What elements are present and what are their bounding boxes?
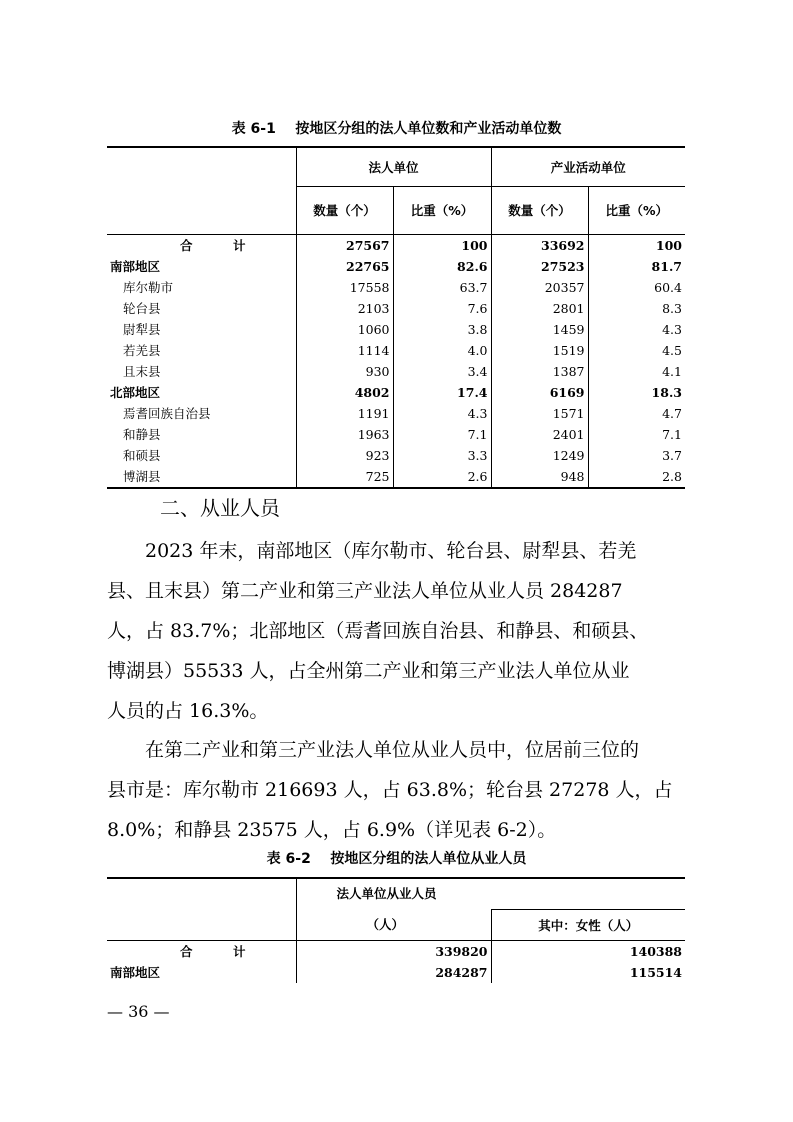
page-number: — 36 —	[107, 1002, 170, 1021]
table-row	[107, 445, 685, 466]
table-row	[107, 962, 685, 983]
table-row	[107, 941, 685, 963]
cell-value: 1387	[491, 361, 588, 382]
cell-value: 18.3	[588, 382, 685, 403]
cell-value: 2.8	[588, 466, 685, 488]
table2-header-unit: （人）	[296, 910, 491, 941]
cell-value: 4.3	[393, 403, 491, 424]
paragraph-line: 人，占 83.7%；北部地区（焉耆回族自治县、和静县、和硕县、	[107, 620, 649, 642]
table-row	[107, 256, 685, 277]
paragraph-line: 博湖县）55533 人，占全州第二产业和第三产业法人单位从业	[107, 660, 630, 682]
cell-value: 4.5	[588, 340, 685, 361]
row-label: 北部地区	[110, 385, 161, 400]
table1-subheader: 比重（%）	[393, 187, 491, 235]
table-row	[107, 319, 685, 340]
cell-value: 3.4	[393, 361, 491, 382]
cell-value: 2.6	[393, 466, 491, 488]
cell-value: 27567	[296, 235, 393, 257]
cell-value: 923	[296, 445, 393, 466]
cell-value: 4.3	[588, 319, 685, 340]
table-row	[107, 298, 685, 319]
row-label: 博湖县	[107, 466, 296, 488]
table1-group-header-activity: 产业活动单位	[491, 147, 685, 187]
table2-header-main: 法人单位从业人员	[296, 878, 685, 910]
table2	[107, 877, 685, 983]
row-label: 合 计	[107, 941, 296, 963]
table2-caption: 表 6-2 按地区分组的法人单位从业人员	[266, 851, 527, 867]
cell-value: 2401	[491, 424, 588, 445]
row-label: 南部地区	[110, 259, 161, 274]
table1	[107, 146, 685, 489]
table-row	[107, 361, 685, 382]
row-label: 和静县	[123, 427, 161, 442]
cell-value: 27523	[491, 256, 588, 277]
cell-value: 2801	[491, 298, 588, 319]
row-label: 库尔勒市	[123, 280, 174, 295]
cell-value: 4.7	[588, 403, 685, 424]
cell-value: 948	[491, 466, 588, 488]
cell-value: 1060	[296, 319, 393, 340]
cell-value: 8.3	[588, 298, 685, 319]
paragraph-line: 8.0%；和静县 23575 人，占 6.9%（详见表 6-2）。	[107, 819, 557, 841]
table1-subheader: 数量（个）	[491, 187, 588, 235]
cell-value: 60.4	[588, 277, 685, 298]
row-label: 轮台县	[123, 301, 161, 316]
cell-value: 82.6	[393, 256, 491, 277]
cell-value: 1963	[296, 424, 393, 445]
table-row	[107, 235, 685, 257]
cell-value: 100	[588, 235, 685, 257]
paragraph-line: 2023 年末，南部地区（库尔勒市、轮台县、尉犁县、若羌	[145, 540, 637, 562]
section-title: 二、从业人员	[160, 496, 280, 520]
cell-value: 7.6	[393, 298, 491, 319]
table1-subheader: 比重（%）	[588, 187, 685, 235]
cell-value: 81.7	[588, 256, 685, 277]
cell-value: 20357	[491, 277, 588, 298]
cell-value: 63.7	[393, 277, 491, 298]
table-row	[107, 340, 685, 361]
cell-value: 6169	[491, 382, 588, 403]
row-label: 尉犁县	[123, 322, 161, 337]
table1-caption: 表 6-1 按地区分组的法人单位数和产业活动单位数	[231, 121, 562, 137]
cell-value: 1114	[296, 340, 393, 361]
cell-value: 7.1	[588, 424, 685, 445]
cell-value: 3.8	[393, 319, 491, 340]
paragraph-line: 县、且末县）第二产业和第三产业法人单位从业人员 284287	[107, 580, 623, 602]
cell-value: 1191	[296, 403, 393, 424]
cell-value: 1519	[491, 340, 588, 361]
paragraph-line: 人员的占 16.3%。	[107, 700, 269, 722]
row-label: 焉耆回族自治县	[123, 406, 211, 421]
paragraph-line: 在第二产业和第三产业法人单位从业人员中，位居前三位的	[145, 739, 640, 761]
table-row	[107, 403, 685, 424]
cell-value: 1571	[491, 403, 588, 424]
cell-value: 1459	[491, 319, 588, 340]
cell-value: 4802	[296, 382, 393, 403]
row-label: 若羌县	[123, 343, 161, 358]
cell-value: 2103	[296, 298, 393, 319]
table-row	[107, 466, 685, 488]
cell-value: 33692	[491, 235, 588, 257]
row-label: 合 计	[107, 235, 296, 257]
row-label: 和硕县	[123, 448, 161, 463]
table1-subheader: 数量（个）	[296, 187, 393, 235]
cell-value: 3.7	[588, 445, 685, 466]
cell-value: 100	[393, 235, 491, 257]
table-row	[107, 424, 685, 445]
row-label: 南部地区	[110, 965, 161, 980]
table2-corner-cell	[107, 878, 296, 941]
cell-value: 4.0	[393, 340, 491, 361]
paragraph-2	[107, 730, 687, 850]
cell-value: 17558	[296, 277, 393, 298]
table-row	[107, 382, 685, 403]
cell-value: 725	[296, 466, 393, 488]
cell-value: 4.1	[588, 361, 685, 382]
cell-value: 140388	[491, 941, 685, 963]
table1-corner-cell	[107, 147, 296, 235]
cell-value: 22765	[296, 256, 393, 277]
row-label: 且末县	[123, 364, 161, 379]
cell-value: 284287	[296, 962, 491, 983]
cell-value: 339820	[296, 941, 491, 963]
cell-value: 930	[296, 361, 393, 382]
paragraph-1	[107, 531, 687, 731]
cell-value: 3.3	[393, 445, 491, 466]
table-row	[107, 277, 685, 298]
table1-group-header-legal: 法人单位	[296, 147, 491, 187]
cell-value: 17.4	[393, 382, 491, 403]
table2-header-female: 其中：女性（人）	[491, 910, 685, 941]
cell-value: 115514	[491, 962, 685, 983]
cell-value: 1249	[491, 445, 588, 466]
paragraph-line: 县市是：库尔勒市 216693 人，占 63.8%；轮台县 27278 人，占	[107, 779, 673, 801]
cell-value: 7.1	[393, 424, 491, 445]
